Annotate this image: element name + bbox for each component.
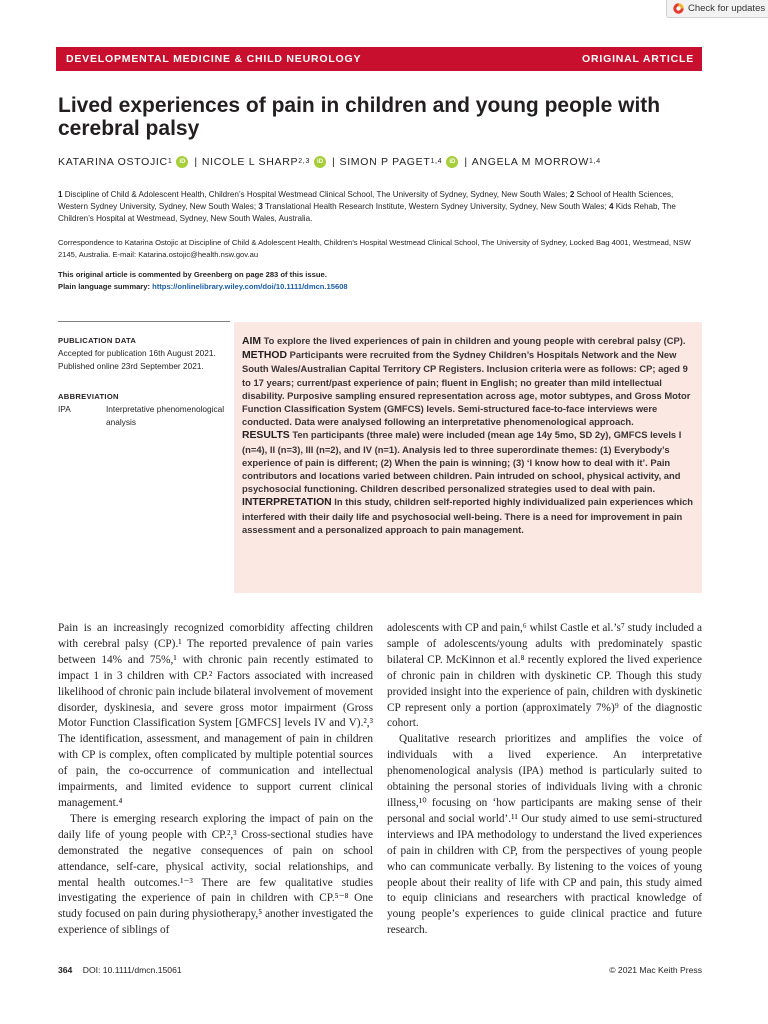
affiliation-number: 3 (258, 202, 263, 211)
orcid-icon[interactable]: iD (446, 156, 458, 168)
author-list: KATARINA OSTOJIC 1 iD | NICOLE L SHARP 2,3 iD | SIMON P PAGET 1,4 iD | ANGELA M MORROW 1,4 (58, 156, 601, 168)
check-for-updates-label: Check for updates (688, 3, 766, 14)
affiliations (58, 189, 703, 225)
affiliation-number: 4 (608, 202, 614, 211)
abbreviation-list (58, 390, 238, 429)
commentary-line: This original article is commented by Greenberg on page 283 of this issue. (58, 270, 327, 279)
summary-label: Plain language summary: (58, 282, 153, 291)
check-for-updates-button[interactable] (666, 0, 768, 18)
journal-header-band (56, 47, 702, 71)
accepted-date: Accepted for publication 16th August 2021. (58, 348, 216, 358)
journal-name: DEVELOPMENTAL MEDICINE & CHILD NEUROLOGY (66, 53, 362, 65)
plain-language-summary (58, 281, 703, 293)
body-paragraph: Qualitative research prioritizes and amplifies the voice of individuals with a lived experience. An interpretative phenomenological analysis (IPA) method is particularly suited to obtaining the personal stories of individuals living with a chronic illness,¹⁰ focusing on ‘how participants are making sense of their personal and social world’.¹¹ Our study aimed to use semi-structured interviews and IPA methodology to understand the lived experiences of pain in children with CP, from the perspectives of young people who can communicate verbally. By listening to the voices of young people about their reality of life with CP and pain, this study aimed to equip clinicians and researchers with practical knowledge of young people’s experiences to guide clinical practice and future research. (387, 733, 702, 937)
abbreviation-definition: Interpretative phenomenological analysis (106, 404, 225, 427)
body-column-left (58, 621, 373, 939)
summary-link[interactable]: https://onlinelibrary.wiley.com/doi/10.1111/dmcn.15608 (152, 282, 348, 291)
abstract-section (242, 428, 694, 495)
footer-left (58, 965, 182, 975)
abstract-text: Participants were recruited from the Sydney Children’s Hospitals Network and the New South Wales/Australian Capital Territory CP Registers. Inclusion criteria were as follows: CP; aged 9 to 17 years; current/past experience of pain; fluent in English; no greater than mild intellectual disability. Purposive sampling ensured representation across age, motor subtypes, and Gross Motor Function Classification System (GMFCS) levels. Semi-structured face-to-face interviews were conducted. Data were analysed following an interpretative phenomenological approach. (242, 349, 691, 428)
publication-data (58, 334, 234, 373)
affiliation-text: School of Health Sciences, Western Sydney University, Sydney, New South Wales; (58, 190, 674, 211)
affiliation-text: Kids Rehab, The Children’s Hospital at Westmead, Sydney, New South Wales, Australia. (58, 202, 676, 223)
commentary-notes (58, 269, 703, 293)
crossmark-icon (673, 3, 684, 14)
abstract-section (242, 495, 694, 536)
affiliation-text: Translational Health Research Institute, Western Sydney University, Sydney, New South Wales; (264, 202, 607, 211)
author-separator: | (464, 156, 468, 168)
abstract-section (242, 334, 694, 348)
abstract (234, 322, 702, 593)
abstract-label: METHOD (242, 350, 288, 362)
abstract-text: Ten participants (three male) were included (mean age 14y 5mo, SD 2y), GMFCS levels I (n=4), II (n=3), III (n=2), and IV (n=1). Analysis led to three superordinate themes: (1) Everybody’s experience of pain is different; (2) When the pain is winning; (3) ‘I know how to deal with it’. Pain contributors and locations varied between children. Pain intruded on school, physical activity, and psychosocial functioning. Children described personalized strategies used to deal with pain. (242, 429, 682, 495)
divider (58, 321, 230, 322)
body-paragraph: There is emerging research exploring the impact of pain on the daily life of young people with CP.²,³ Cross-sectional studies have demonstrated the negative consequences of pain on school attendance, self-care, physical activity, social relationships, and mental health outcomes.¹⁻³ There are few qualitative studies investigating the experience of pain in children with CP.⁵⁻⁸ One study focused on pain during physiotherapy,⁵ another investigated the experience of siblings of (58, 812, 373, 937)
author-name: ANGELA M MORROW (471, 156, 590, 168)
page-number: 364 (58, 965, 73, 975)
article-section: ORIGINAL ARTICLE (582, 53, 694, 65)
abstract-text: In this study, children self-reported highly individualized pain experiences which interfered with their daily life and psychosocial well-being. There is a need for improvement in pain assessment and a personalized approach to pain management. (242, 496, 694, 535)
author-name: NICOLE L SHARP (201, 156, 299, 168)
body-column-right (387, 621, 702, 939)
published-date: Published online 23rd September 2021. (58, 361, 204, 371)
author-separator: | (194, 156, 198, 168)
body-paragraph: adolescents with CP and pain,⁶ whilst Castle et al.’s⁷ study included a sample of adolescents/young adults with predominately spastic bilateral CP. McKinnon et al.⁸ recently explored the lived experience of chronic pain in children with dyskinetic CP. Though this study provided insight into the experience of pain, children with dyskinetic CP represent only a portion (approximately 7%)⁹ of the diagnostic cohort. (387, 622, 702, 730)
article-title: Lived experiences of pain in children and young people with cerebral palsy (58, 94, 661, 140)
abstract-label: AIM (242, 336, 262, 347)
orcid-icon[interactable]: iD (176, 156, 188, 168)
abstract-text: To explore the lived experiences of pain in children and young people with cerebral palsy (CP). (261, 335, 686, 346)
abstract-label: RESULTS (242, 430, 290, 442)
author-name: KATARINA OSTOJIC (58, 156, 168, 168)
copyright: © 2021 Mac Keith Press (609, 965, 702, 975)
affiliation-number: 2 (569, 190, 575, 199)
affiliation-text: Discipline of Child & Adolescent Health, Children’s Hospital Westmead Clinical School, The University of Sydney, Sydney, New South Wales; (64, 190, 568, 199)
abbreviation-term: IPA (58, 404, 71, 414)
abstract-label: INTERPRETATION (242, 497, 332, 509)
publication-data-heading: PUBLICATION DATA (58, 336, 137, 345)
affiliation-number: 1 (58, 190, 63, 199)
abstract-section (242, 348, 694, 428)
abbreviation-heading: ABBREVIATION (58, 392, 119, 401)
author-name: SIMON P PAGET (339, 156, 431, 168)
orcid-icon[interactable]: iD (314, 156, 326, 168)
body-paragraph: Pain is an increasingly recognized comorbidity affecting children with cerebral palsy (CP).¹ The reported prevalence of pain varies between 14% and 75%,¹ with chronic pain recently estimated to impact 1 in 3 children with CP.² Factors associated with increased likelihood of chronic pain include bilateral involvement of movement disorder, dyskinesia, and severe gross motor impairment (Gross Motor Function Classification System [GMFCS] levels IV and V).²,³ The identification, assessment, and management of pain in children with CP is complex, often complicated by multiple potential sources of pain, the co-occurrence of communication and intellectual impairments, and limited evidence to support current clinical management.⁴ (58, 622, 373, 809)
doi: DOI: 10.1111/dmcn.15061 (82, 965, 182, 975)
correspondence: Correspondence to Katarina Ostojic at Discipline of Child & Adolescent Health, Children’s Hospital Westmead Clinical School, The University of Sydney, Locked Bag 4001, Westmead, NSW 2145, Australia. E-mail: Katarina.ostojic@health.nsw.gov.au (58, 238, 691, 259)
author-separator: | (332, 156, 336, 168)
